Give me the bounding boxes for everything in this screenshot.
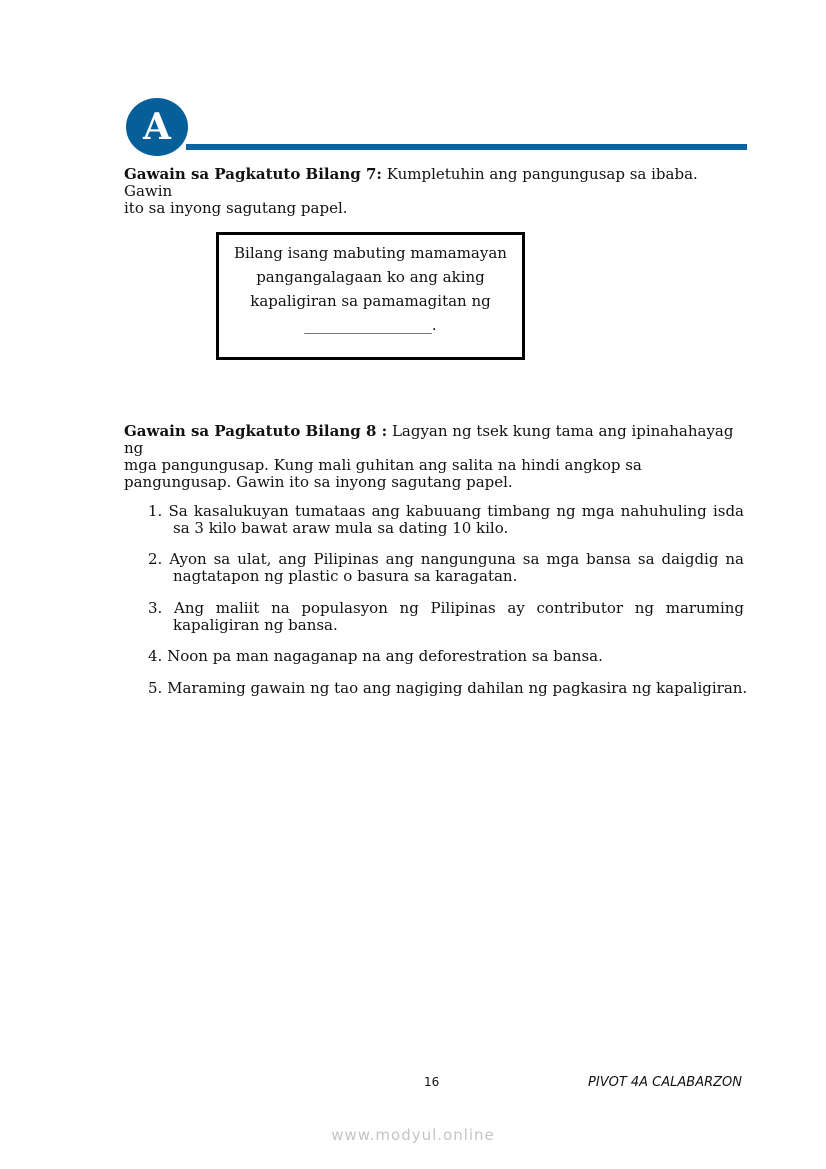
box-line-1: Bilang isang mabuting mamamayan (234, 244, 507, 262)
list-item-3-line2: kapaligiran ng bansa. (173, 616, 338, 634)
sentence-completion-box (216, 232, 525, 360)
list-item-2-line1: 2. Ayon sa ulat, ang Pilipinas ang nangunguna sa mga bansa sa daigdig na (148, 550, 744, 568)
list-item-1 (148, 503, 744, 537)
activity-8-instruction-line1: Lagyan ng tsek kung tama ang ipinahahayag ng (124, 422, 734, 457)
activity-7-title: Gawain sa Pagkatuto Bilang 7: (124, 165, 382, 183)
activity-8-instruction-line3: pangungusap. Gawin ito sa inyong sagutang papel. (124, 473, 513, 491)
activity-8-instruction-line2: mga pangungusap. Kung mali guhitan ang salita na hindi angkop sa (124, 456, 642, 474)
activity-8-title: Gawain sa Pagkatuto Bilang 8 : (124, 422, 388, 440)
watermark-text: www.modyul.online (331, 1126, 495, 1144)
list-item-3-line1: 3. Ang maliit na populasyon ng Pilipinas ay contributor ng maruming (148, 599, 744, 617)
box-line-3: kapaligiran sa pamamagitan ng (250, 292, 491, 310)
list-item-4 (148, 648, 744, 665)
list-item-1-line2: sa 3 kilo bawat araw mula sa dating 10 kilo. (173, 519, 509, 537)
box-line-2: pangangalagaan ko ang aking (256, 268, 485, 286)
activity-7-instruction-line1: Kumpletuhin ang pangungusap sa ibaba. Gawin (124, 165, 698, 200)
list-item-5-line1: 5. Maraming gawain ng tao ang nagiging dahilan ng pagkasira ng kapaligiran. (148, 679, 748, 697)
list-item-2-line2: nagtatapon ng plastic o basura sa karagatan. (173, 567, 518, 585)
section-a-badge: A (126, 98, 188, 156)
box-line-4-blank: _________________. (304, 316, 437, 334)
list-item-1-line1: 1. Sa kasalukuyan tumataas ang kabuuang timbang ng mga nahuhuling isda (148, 502, 744, 520)
activity-7-instruction-line2: ito sa inyong sagutang papel. (124, 199, 348, 217)
list-item-2 (148, 551, 744, 585)
list-item-4-line1: 4. Noon pa man nagaganap na ang deforestration sa bansa. (148, 647, 603, 665)
list-item-3 (148, 600, 744, 634)
section-divider-rule (186, 144, 747, 150)
activity-8-instructions (124, 423, 744, 491)
page-number: 16 (424, 1075, 440, 1089)
list-item-5 (148, 679, 748, 697)
activity-7-instructions (124, 166, 744, 217)
footer-brand: PIVOT 4A CALABARZON (588, 1075, 742, 1090)
